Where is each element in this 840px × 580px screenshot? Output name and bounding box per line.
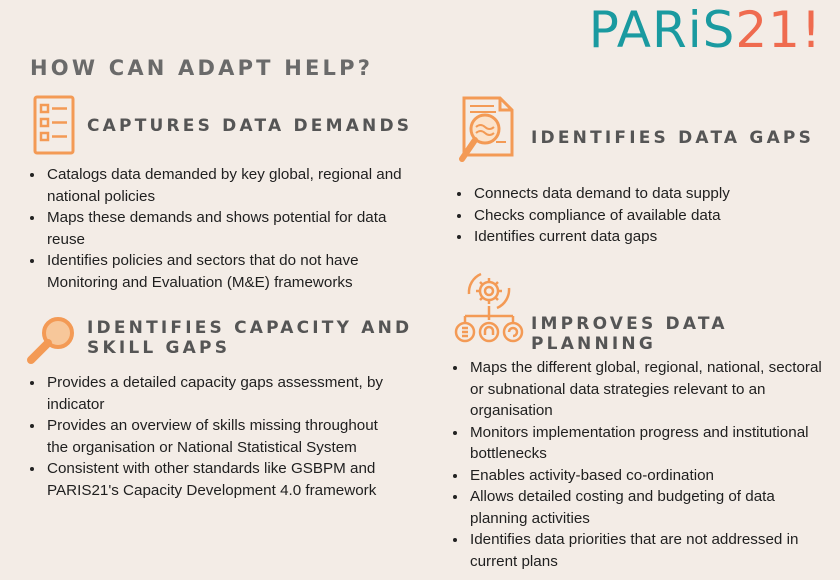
section-title-captures: CAPTURES DATA DEMANDS	[87, 116, 413, 136]
list-item: Provides an overview of skills missing throughout the organisation or National Statistical System	[27, 415, 402, 458]
section-title-capacity	[87, 318, 412, 358]
section-title-planning: IMPROVES DATA PLANNING	[531, 314, 728, 354]
document-search-icon	[456, 95, 522, 165]
paris21-logo	[589, 2, 822, 58]
list-item: Checks compliance of available data	[454, 205, 824, 227]
list-item: Provides a detailed capacity gaps assessment, by indicator	[27, 372, 402, 415]
magnifier-icon	[25, 314, 77, 366]
list-item: Identifies current data gaps	[454, 226, 824, 248]
list-item: Identifies policies and sectors that do not have Monitoring and Evaluation (M&E) frameworks	[27, 250, 402, 293]
checklist-icon	[33, 95, 75, 155]
section-title-capacity-line2: SKILL GAPS	[87, 338, 231, 358]
list-item: Catalogs data demanded by key global, regional and national policies	[27, 164, 402, 207]
list-item: Consistent with other standards like GSBPM and PARIS21's Capacity Development 4.0 framework	[27, 458, 402, 501]
capacity-bullet-list	[27, 372, 402, 501]
page-title: HOW CAN ADAPT HELP?	[30, 56, 374, 80]
gaps-bullet-list	[454, 183, 824, 248]
captures-bullet-list	[27, 164, 402, 293]
section-title-capacity-line1: IDENTIFIES CAPACITY AND	[87, 318, 413, 338]
list-item: Monitors implementation progress and institutional bottlenecks	[450, 422, 825, 465]
list-item: Allows detailed costing and budgeting of data planning activities	[450, 486, 825, 529]
section-title-gaps: IDENTIFIES DATA GAPS	[531, 128, 815, 148]
list-item: Enables activity-based co-ordination	[450, 465, 825, 487]
planning-bullet-list	[450, 357, 825, 572]
logo-part-21: 21!	[735, 1, 822, 59]
logo-part-paris: PARiS	[588, 1, 736, 59]
list-item: Identifies data priorities that are not addressed in current plans	[450, 529, 825, 572]
list-item: Maps these demands and shows potential for data reuse	[27, 207, 402, 250]
planning-gear-icon	[451, 270, 527, 350]
list-item: Maps the different global, regional, national, sectoral or subnational data strategies relevant to an organisation	[450, 357, 825, 422]
list-item: Connects data demand to data supply	[454, 183, 824, 205]
